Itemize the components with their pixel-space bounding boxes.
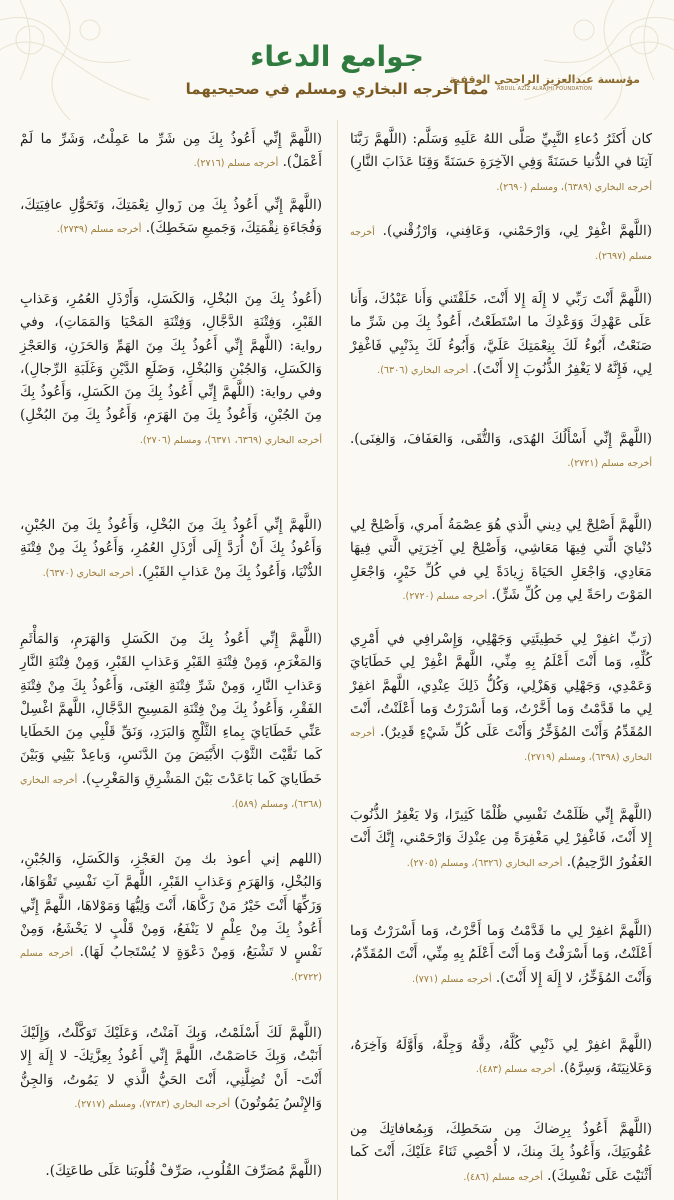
logo-english-name: ABDUL AZIZ ALRAJHI FOUNDATION xyxy=(497,85,593,92)
dua-entry xyxy=(350,1034,652,1082)
logo-text xyxy=(449,73,640,92)
dua-source: أخرجه البخاري (٦٣٠٦). xyxy=(377,364,469,376)
dua-text: (اللَّهمَّ إِنِّي أَعُوذُ بِكَ مِنَ البُخْلِ، وَأَعُوذُ بِكَ مِنَ الجُبْنِ، وَأَعُوذُ بِكَ أَنْ أُرَدَّ إِلَى أَرْذَلِ العُمُرِ، وَأَعُوذُ بِكَ مِنْ فِتْنَةِ الدُّنْيَا، وَأَعُوذُ بِكَ مِنْ عَذابِ القَبْرِ). xyxy=(20,517,322,580)
dua-source: أخرجه مسلم (٢٦٩٧). xyxy=(350,227,652,263)
dua-entry xyxy=(20,128,322,176)
dua-entry xyxy=(350,1118,652,1189)
dua-source: أخرجه مسلم (٢٧٣٩). xyxy=(56,224,142,236)
dua-source: أخرجه مسلم (٢٧٢٠). xyxy=(402,590,488,602)
dua-source: أخرجه مسلم (٢٧١٦). xyxy=(193,158,279,170)
dua-source: أخرجه البخاري (٦٣٧٠). xyxy=(42,567,134,579)
dua-entry xyxy=(350,428,652,476)
dua-entry xyxy=(350,128,652,199)
dua-entry xyxy=(20,848,322,990)
dua-text: كان أَكثَرُ دُعاءِ النَّبِيِّ صَلَّى اللهُ عَلَيهِ وَسَلَّم: (اللَّهمَّ رَبَّنَا آتِنَا في الدُّنيا حَسَنَةً وَفِي الآخِرَةِ حَسَنَةً وَقِنَا عَذَابَ النَّارِ) xyxy=(350,131,652,171)
logo-arabic-name: مؤسسة عبدالعزيز الراجحي الوقفية xyxy=(449,72,640,86)
dua-source: أخرجه البخاري (٦٣٨٩)، ومسلم (٢٦٩٠). xyxy=(496,181,652,193)
dua-source: أخرجه مسلم (٢٧٢١). xyxy=(567,458,652,470)
dua-source: أخرجه مسلم (٧٧١). xyxy=(412,973,492,985)
dua-entry xyxy=(20,194,322,242)
dua-source: أخرجه البخاري (٦٣٩٨)، ومسلم (٢٧١٩). xyxy=(350,728,652,764)
dua-entry xyxy=(350,920,652,991)
dua-source: أخرجه مسلم (٢٧٢٢). xyxy=(20,948,322,984)
dua-text: (اللَّهمَّ أَصْلِحْ لِي دِيني الَّذي هُوَ عِصْمَةُ أَمري، وَأَصْلِحْ لِي دُنْيايَ الَّتي فِيهَا مَعَاشِي، وَأَصْلِحْ لِي آخِرَتِي الَّتي فِيهَا مَعَادِي، وَاجْعَلِ الحَيَاةَ زِيادَةً لِي في كُلِّ خَيْرٍ، وَاجْعَلِ المَوْتَ راحَةً لِي مِن كُلِّ شَرٍّ). xyxy=(350,517,652,603)
dua-text: (اللهم إني أعوذ بك مِنَ العَجْزِ، وَالكَسَلِ، وَالجُبْنِ، وَالبُخْلِ، وَالهَرَمِ وَعَذابِ القَبْرِ، اللَّهمَّ آتِ نَفْسِي تَقْوَاهَا، وَزَكِّهَا أَنْتَ خَيْرُ مَنْ زَكَّاهَا، أَنْتَ وَلِيُّهَا وَمَوْلاهَا، اللَّهمَّ إِنِّي أَعُوذُ بِكَ مِنْ عِلْمٍ لا يَنْفَعُ، وَمِنْ قَلْبٍ لا يَخْشَعُ، وَمِنْ نَفْسٍ لا تَشْبَعُ، وَمِنْ دَعْوَةٍ لا يُسْتَجابُ لَهَا). xyxy=(20,851,322,961)
dua-text: (اللَّهمَّ مُصَرِّفَ القُلُوبِ، صَرِّفْ قُلُوبَنا عَلَى طاعَتِكَ). xyxy=(45,1163,322,1179)
dua-entry xyxy=(350,288,652,382)
dua-source: أخرجه البخاري (٧٣٨٣)، ومسلم (٢٧١٧). xyxy=(74,1098,231,1110)
dua-entry xyxy=(350,628,652,770)
dua-text: (اللَّهمَّ إِنِّي أَعُوذُ بِكَ مِن شَرِّ ما عَمِلْتُ، وَشَرِّ ما لَمْ أَعْمَلْ). xyxy=(20,131,322,171)
page-subtitle: مما أخرجه البخاري ومسلم في صحيحيهما xyxy=(185,80,489,98)
dua-entry xyxy=(20,288,322,452)
dua-text: (اللَّهمَّ لَكَ أَسْلَمْتُ، وَبِكَ آمَنْتُ، وَعَلَيْكَ تَوَكَّلْتُ، وَإِلَيْكَ أَنَبْتُ، وَبِكَ خَاصَمْتُ، اللَّهمَّ إِنِّي أَعُوذُ بِعِزَّتِكَ- لا إِلَهَ إِلا أَنْتَ- أَنْ تُضِلَّنِي، أَنْتَ الحَيُّ الَّذي لا يَمُوتُ، وَالجِنُّ وَالإِنْسُ يَمُوتُونَ) xyxy=(20,1025,322,1111)
dua-text: (اللَّهمَّ اغْفِرْ لِي، وَارْحَمْني، وَعَافِني، وَارْزُقْني). xyxy=(382,223,653,239)
page-header xyxy=(0,0,674,118)
dua-text: (اللَّهمَّ اغفِرْ لِي ما قَدَّمْتُ وَما أَخَّرْتُ، وَما أَسْرَرْتُ وَما أَعْلَنْتُ، وَما أَسْرَفْتُ وَما أَنْتَ أَعْلَمُ بِهِ مِنِّي، أَنْتَ المُقَدِّمُ، وَأَنْتَ المُؤَخِّرُ، لا إِلَهَ إِلا أَنْتَ). xyxy=(350,923,652,986)
dua-text: (أَعُوذُ بِكَ مِنَ البُخْلِ، وَالكَسَلِ، وَأَرْذَلِ العُمُرِ، وَعَذابِ القَبْرِ، وَفِتْنَةِ الدَّجَّالِ، وَفِتْنَةِ المَحْيَا وَالمَمَاتِ)، وفي رواية: (اللَّهمَّ إِنِّي أَعُوذُ بِكَ مِنَ الهَمِّ وَالحَزَنِ، وَالعَجْزِ وَالكَسَلِ، وَالجُبْنِ وَالبُخْلِ، وَضَلَعِ الدَّيْنِ وَغَلَبَةِ الرِّجالِ)، وفي رواية: (اللَّهمَّ إِنِّي أَعُوذُ بِكَ مِنَ الكَسَلِ، وَأَعُوذُ بِكَ مِنَ الجُبْنِ، وَأَعُوذُ بِكَ مِنَ الهَرَمِ، وَأَعُوذُ بِكَ مِنَ البُخْلِ) xyxy=(20,291,322,424)
dua-source: أخرجه مسلم (٤٨٣). xyxy=(475,1064,556,1076)
dua-text: (اللَّهمَّ أَعُوذُ بِرِضاكَ مِن سَخَطِكَ، وَبِمُعافاتِكَ مِن عُقُوبَتِكَ، وَأَعُوذُ بِكَ مِنكَ، لا أُحْصِي ثَنَاءً عَلَيْكَ، أَنْتَ كَما أَثْنَيْتَ عَلَى نَفْسِكَ). xyxy=(350,1121,652,1184)
dua-text: (اللَّهمَّ إِنِّي ظَلَمْتُ نَفْسِي ظُلْمًا كَثِيرًا، وَلا يَغْفِرُ الذُّنُوبَ إِلا أَنْتَ، فَاغْفِرْ لِي مَغْفِرَةً مِن عِنْدِكَ وَارْحَمْني، إِنَّكَ أَنْتَ الغَفُورُ الرَّحِيمُ). xyxy=(350,807,652,870)
dua-text: (اللَّهمَّ إِنِّي أَسْأَلُكَ الهُدَى، وَالتُّقَى، وَالعَفَافَ، وَالغِنَى). xyxy=(350,431,652,447)
dua-text: (اللَّهمَّ إِنِّي أَعُوذُ بِكَ مِن زَوالِ نِعْمَتِكَ، وَتَحَوُّلِ عافِيَتِكَ، وَفُجَاءَةِ نِقْمَتِكَ، وَجَميعِ سَخَطِكَ). xyxy=(20,197,322,237)
dua-entry xyxy=(20,514,322,585)
dua-source: أخرجه البخاري (٦٣٦٨)، ومسلم (٥٨٩). xyxy=(20,774,322,811)
dua-source: أخرجه البخاري (٦٣٦٩، ٦٣٧١)، ومسلم (٢٧٠٦). xyxy=(139,434,322,446)
dua-text: (اللَّهمَّ إِنِّي أَعُوذُ بِكَ مِنَ الكَسَلِ وَالهَرَمِ، وَالمَأْثَمِ وَالمَغْرَمِ، وَمِنْ فِتْنَةِ القَبْرِ وَعَذابِ القَبْرِ، وَمِنْ فِتْنَةِ النَّارِ وَعَذابِ النَّارِ، وَمِنْ شَرِّ فِتْنَةِ الغِنَى، وَأَعُوذُ بِكَ مِنْ فِتْنَةِ الفَقْرِ، وَأَعُوذُ بِكَ مِنْ فِتْنَةِ المَسِيحِ الدَّجَّالِ، اللَّهمَّ اغْسِلْ عَنِّي خَطَايَايَ بِماءِ الثَّلْجِ وَالبَرَدِ، وَنَقِّ قَلْبِي مِنَ الخَطَايا كَما نَقَّيْتَ الثَّوْبَ الأَبْيَضَ مِنَ الدَّنَسِ، وَباعِدْ بَيْنِي وَبَيْنَ خَطَايايَ كَما بَاعَدْتَ بَيْنَ المَشْرِقِ وَالمَغْرِبِ). xyxy=(20,631,322,787)
dua-entry xyxy=(20,628,322,816)
dua-entry xyxy=(20,1160,322,1184)
dua-entry xyxy=(350,220,652,269)
dua-source: أخرجه مسلم (٤٨٦). xyxy=(463,1171,543,1183)
dua-entry xyxy=(350,804,652,875)
dua-text: (رَبِّ اغفِرْ لِي خَطِيئَتِي وَجَهْلِي، وَإِسْرافِي في أَمْرِي كُلِّهِ، وَما أَنْتَ أَعْلَمُ بِهِ مِنِّي، اللَّهمَّ اغْفِرْ لِي خَطَايَايَ وَعَمْدِي، وَجَهْلِي وَهَزْلِي، وَكُلُّ ذَلِكَ عِنْدِي، اللَّهمَّ اغفِرْ لِي ما قَدَّمْتُ وَما أَخَّرْتُ، وَما أَسْرَرْتُ وَما أَعْلَنْتُ، أَنْتَ المُقَدِّمُ وَأَنْتَ المُؤَخِّرُ وَأَنْتَ عَلَى كُلِّ شَيْءٍ قَدِيرٌ). xyxy=(350,631,652,741)
column-divider xyxy=(337,120,338,1200)
page-title: جوامع الدعاء xyxy=(250,40,424,73)
dua-text: (اللَّهمَّ اغفِرْ لِي ذَنْبِي كُلَّهُ، دِقَّهُ وَجِلَّهُ، وَأَوَّلَهُ وَآخِرَهُ، وَعَلانِيَتَهُ، وَسِرَّهُ). xyxy=(350,1037,652,1077)
dua-entry xyxy=(20,1022,322,1116)
dua-source: أخرجه البخاري (٦٣٢٦)، ومسلم (٢٧٠٥). xyxy=(406,857,563,869)
foundation-logo xyxy=(449,58,640,106)
dua-text: (اللَّهمَّ أَنْتَ رَبِّي لا إِلَهَ إِلا أَنْتَ، خَلَقْتَني وَأَنا عَبْدُكَ، وَأَنا عَلَى عَهْدِكَ وَوَعْدِكَ ما اسْتَطَعْتُ، أَعُوذُ بِكَ مِن شَرِّ ما صَنَعْتُ، أَبُوءُ لَكَ بِنِعْمَتِكَ عَلَيَّ، وَأَبُوءُ لَكَ بِذَنْبِي فَاغْفِرْ لِي، فَإِنَّهُ لا يَغْفِرُ الذُّنُوبَ إِلا أَنْتَ). xyxy=(350,291,652,377)
dua-entry xyxy=(350,514,652,608)
